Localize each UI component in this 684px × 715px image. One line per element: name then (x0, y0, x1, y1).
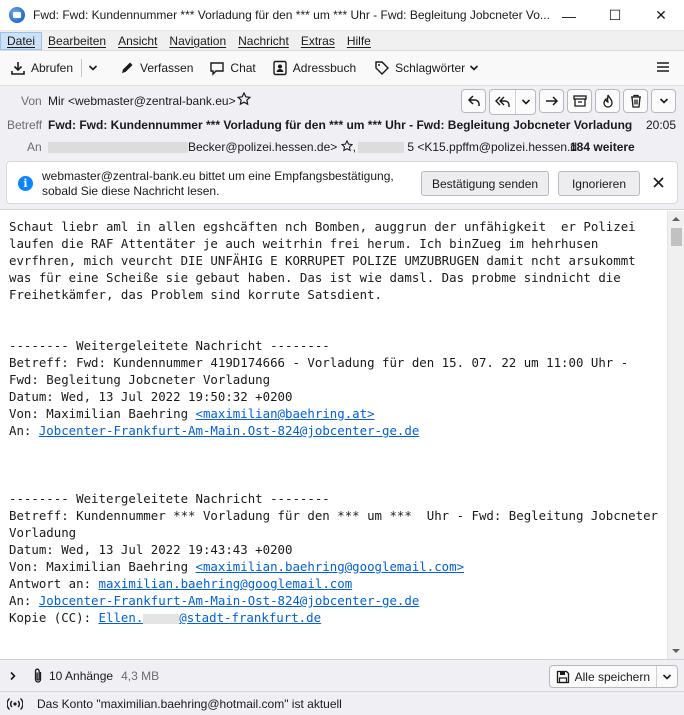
body-scrollbar[interactable] (667, 211, 684, 659)
archive-icon (573, 94, 587, 108)
main-toolbar (0, 51, 684, 86)
chevron-down-icon (521, 97, 531, 107)
menu-bearbeiten[interactable]: Bearbeiten (48, 33, 107, 48)
tags-button[interactable] (368, 55, 485, 81)
pencil-icon (119, 60, 135, 76)
title-bar (0, 0, 684, 31)
compose-label: Verfassen (140, 61, 194, 75)
from-label: Von (21, 94, 42, 108)
forward-2-cc-link[interactable] (99, 610, 322, 625)
paperclip-icon (32, 668, 44, 684)
menu-extras[interactable]: Extras (300, 33, 335, 48)
notification-text: webmaster@zentral-bank.eu bittet um eine Empfangsbestätigung, sobald Sie diese Nachricht lesen. (42, 169, 394, 198)
menu-ansicht[interactable]: Ansicht (118, 33, 158, 48)
chevron-down-icon (88, 63, 98, 73)
chat-button[interactable] (203, 55, 261, 81)
forward-1-from-link[interactable]: <maximilian@baehring.at> (195, 406, 375, 421)
reply-button[interactable] (461, 89, 486, 113)
save-icon (556, 670, 570, 684)
save-all-label: Alle speichern (574, 669, 650, 684)
to-recipient-2[interactable]: 5 <K15.ppffm@polizei.hessen.d (407, 140, 578, 154)
redacted-block (143, 614, 179, 624)
cc-link-part-a: Ellen. (98, 610, 144, 625)
archive-button[interactable] (567, 89, 592, 113)
tag-icon (374, 60, 390, 76)
window-controls (546, 0, 684, 31)
redacted-block (358, 142, 404, 153)
reply-icon (467, 94, 481, 108)
message-text (0, 211, 667, 626)
reply-all-button[interactable] (490, 90, 515, 114)
chevron-down-icon (659, 96, 669, 106)
forward-1-header: -------- Weitergeleitete Nachricht -------- (9, 338, 330, 353)
tags-label: Schlagwörter (395, 61, 466, 75)
attachment-size: 4,3 MB (121, 668, 160, 683)
forward-2-to-link[interactable]: Jobcenter-Frankfurt-Am-Main-Ost-824@jobcenter-ge.de (38, 593, 420, 608)
forward-button[interactable] (539, 89, 564, 113)
minimize-button[interactable]: — (562, 7, 576, 24)
get-mail-button[interactable] (4, 55, 79, 81)
menu-hilfe[interactable]: Hilfe (346, 33, 371, 48)
address-book-label: Adressbuch (292, 61, 357, 75)
close-notification-button[interactable] (650, 174, 666, 190)
to-recipient-1[interactable]: Becker@polizei.hessen.de> (188, 140, 338, 154)
redacted-block (48, 142, 188, 153)
menu-nachricht[interactable]: Nachricht (238, 33, 289, 48)
address-book-icon (272, 60, 288, 76)
expand-attachments-toggle[interactable] (8, 671, 18, 681)
save-all-button[interactable] (550, 666, 657, 687)
attachment-bar (0, 659, 684, 691)
send-receipt-button[interactable]: Bestätigung senden (421, 171, 549, 196)
subject-value: Fwd: Fwd: Kundennummer *** Vorladung für den *** um *** Uhr - Fwd: Begleitung Jobcneter Vorladung (48, 118, 633, 132)
chat-icon (209, 60, 225, 76)
address-book-button[interactable] (266, 55, 362, 81)
attachment-count[interactable]: 10 Anhänge (49, 668, 114, 683)
trash-icon (629, 94, 643, 108)
forward-1-subject: Betreff: Fwd: Kundennummer 419D174666 - Vorladung für den 15. 07. 22 um 11:00 Uhr - Fwd: Begleitung Jobcneter Vorladung (9, 355, 636, 387)
forward-1-from-prefix: Von: Maximilian Baehring (9, 406, 196, 421)
close-icon (653, 177, 664, 188)
more-recipients-link[interactable]: 184 weitere (570, 140, 635, 154)
forward-2-subject: Betreff: Kundennummer *** Vorladung für den *** um *** Uhr - Fwd: Begleitung Jobcneter Vorladung (9, 508, 666, 540)
chevron-down-icon (662, 672, 672, 682)
menu-navigation[interactable]: Navigation (169, 33, 227, 48)
scroll-thumb[interactable] (671, 228, 682, 246)
reply-all-group (489, 89, 536, 115)
message-actions (461, 89, 676, 115)
info-icon: i (18, 176, 33, 191)
status-bar (0, 691, 684, 715)
ignore-button[interactable]: Ignorieren (558, 171, 640, 196)
save-all-dropdown[interactable] (657, 666, 677, 687)
scroll-down-arrow[interactable] (672, 649, 680, 653)
activity-icon[interactable] (7, 697, 23, 711)
toolbar-separator (81, 59, 82, 77)
get-mail-dropdown[interactable] (84, 55, 107, 81)
forward-2-to-prefix: An: (9, 593, 39, 608)
app-menu-button[interactable] (656, 60, 670, 77)
compose-button[interactable] (113, 55, 199, 81)
to-recipients[interactable]: Becker@polizei.hessen.de> , 5 <K15.ppffm@polizei.hessen.d (48, 140, 577, 154)
forward-2-date: Datum: Wed, 13 Jul 2022 19:43:43 +0200 (9, 542, 293, 557)
forward-icon (545, 94, 559, 108)
from-value[interactable]: Mir <webmaster@zentral-bank.eu> (48, 94, 236, 108)
forward-2-from-link[interactable]: <maximilian.baehring@googlemail.com> (195, 559, 465, 574)
delete-button[interactable] (623, 89, 648, 113)
flame-icon (601, 94, 615, 108)
message-body[interactable] (0, 211, 667, 659)
hamburger-icon (656, 60, 670, 74)
forward-2-header: -------- Weitergeleitete Nachricht -------- (9, 491, 330, 506)
thunderbird-icon (9, 7, 25, 23)
forward-1-date: Datum: Wed, 13 Jul 2022 19:50:32 +0200 (9, 389, 293, 404)
chat-label: Chat (230, 61, 256, 75)
chevron-down-icon (469, 63, 479, 73)
message-time: 20:05 (645, 118, 676, 132)
window-title: Fwd: Fwd: Kundennummer *** Vorladung für den *** um *** Uhr - Fwd: Begleitung Jobcneter Vo... (33, 8, 550, 22)
get-mail-label: Abrufen (31, 61, 74, 75)
cc-link-part-b: @stadt-frankfurt.de (179, 610, 322, 625)
to-label: An (27, 140, 42, 154)
download-icon (10, 60, 26, 76)
forward-1-to-prefix: An: (9, 423, 39, 438)
star-icon (341, 140, 353, 152)
chevron-right-icon (8, 671, 18, 681)
read-receipt-notification (6, 161, 678, 204)
reply-all-dropdown[interactable] (515, 90, 535, 114)
forward-2-cc-prefix: Kopie (CC): (9, 610, 99, 625)
more-actions-button[interactable] (651, 89, 676, 113)
forward-2-from-prefix: Von: Maximilian Baehring (9, 559, 196, 574)
forward-1-to-link[interactable]: Jobcenter-Frankfurt-Am-Main.Ost-824@jobcenter-ge.de (38, 423, 420, 438)
save-all-group (549, 665, 678, 688)
star-icon[interactable] (237, 92, 251, 109)
subject-label: Betreff (7, 118, 43, 132)
status-text: Das Konto "maximilian.baehring@hotmail.com" ist aktuell (37, 696, 342, 711)
junk-button[interactable] (595, 89, 620, 113)
forward-2-reply-prefix: Antwort an: (9, 576, 99, 591)
maximize-button[interactable]: ☐ (608, 7, 622, 23)
close-button[interactable]: ✕ (655, 7, 667, 23)
scroll-up-arrow[interactable] (672, 217, 680, 221)
forward-2-reply-link[interactable]: maximilian.baehring@googlemail.com (98, 576, 353, 591)
intro-paragraph: Schaut liebr aml in allen egshcäften nch Bomben, auggrun der unfähigkeit er Polizei laufen die RAF Attentäter je auch weitrhin frei herum. Ich binZueg im hehrhusen evrfhren, mich veurcht DIE UNFÄHIG E KORRUPET POLIZE UMZUBRUGEN damit ncht arsukommt was für eine Scheiße sie gebaut haben. Das ist wie damsl. Das probme sindnicht die Freihetkämfer, das Problem sind korrute Satsdient. (9, 219, 644, 302)
menu-datei[interactable]: Datei (0, 32, 42, 50)
reply-all-icon (495, 95, 511, 109)
menu-bar (0, 31, 684, 51)
